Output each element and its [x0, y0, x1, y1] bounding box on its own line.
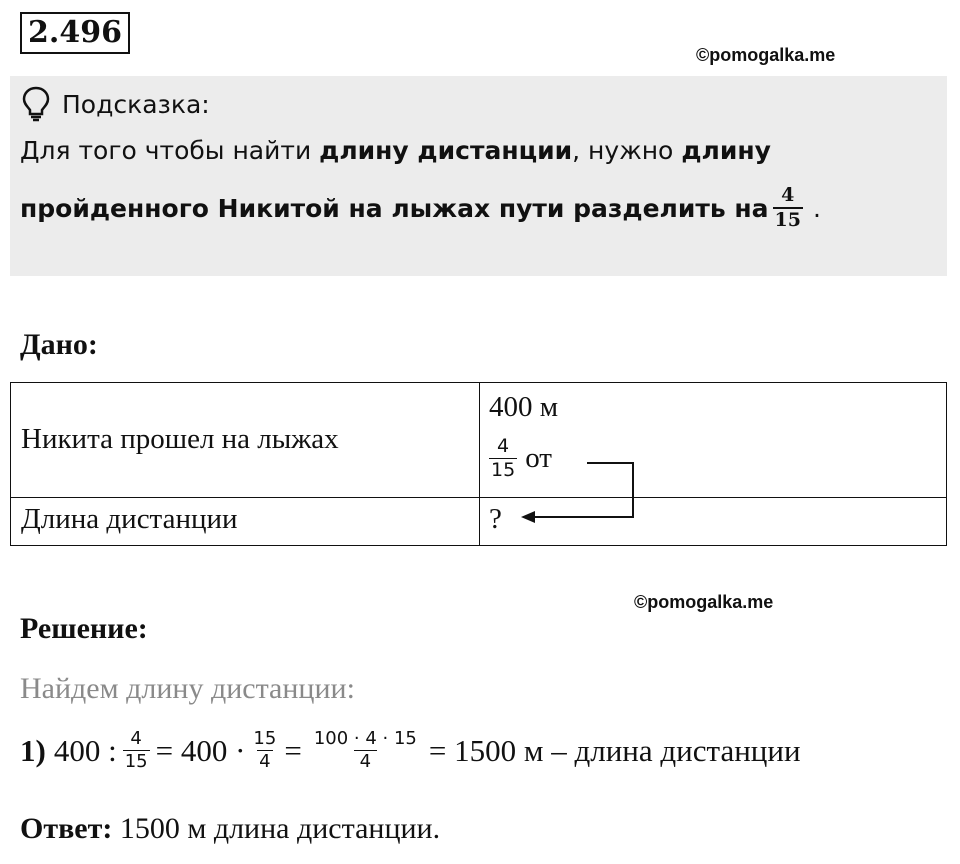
expr-part: =: [284, 732, 302, 768]
fraction-denominator: 4: [354, 750, 377, 771]
problem-number: 2.496: [20, 12, 130, 54]
given-label: Дано:: [20, 328, 98, 361]
watermark: ©pomogalka.me: [696, 45, 836, 65]
hint-bold: длину дистанции: [319, 136, 573, 165]
fraction-numerator: 100 · 4 · 15: [313, 728, 417, 749]
fraction-denominator: 15: [124, 751, 148, 772]
hint-box: [10, 76, 947, 276]
hint-fraction: [773, 186, 803, 230]
given-row-value: 400 м: [489, 391, 559, 423]
expr-fraction: [123, 730, 150, 771]
solution-step-1: [20, 730, 801, 771]
step-number: 1): [20, 732, 46, 768]
fraction-suffix: от: [525, 442, 552, 474]
fraction-numerator: 4: [130, 728, 142, 749]
hint-period: .: [812, 193, 821, 223]
solution-intro: Найдем длину дистанции:: [20, 672, 355, 705]
fraction-denominator: 15: [491, 459, 516, 481]
expr-part: = 1500 м – длина дистанции: [428, 732, 801, 768]
fraction-numerator: 15: [253, 728, 277, 749]
hint-line-1: [20, 136, 771, 165]
hint-bold: длину: [681, 136, 771, 165]
solution-label: Решение:: [20, 612, 148, 645]
hint-text: , нужно: [572, 136, 682, 165]
fraction-numerator: 4: [497, 435, 510, 457]
fraction-denominator: 4: [259, 751, 271, 772]
fraction-numerator: 4: [781, 184, 795, 206]
answer-text: 1500 м длина дистанции.: [112, 812, 441, 845]
given-table: [10, 382, 947, 546]
answer: [20, 812, 440, 846]
watermark: ©pomogalka.me: [634, 592, 774, 612]
fraction-denominator: 15: [774, 209, 801, 231]
answer-label: Ответ:: [20, 812, 113, 845]
given-row-label: Никита прошел на лыжах: [21, 423, 339, 455]
expr-part: = 400 ·: [155, 732, 246, 768]
hint-title-text: Подсказка:: [62, 89, 210, 119]
expr-fraction: [308, 730, 423, 771]
hint-bold: пройденного Никитой на лыжах пути разделить на: [20, 193, 769, 223]
expr-fraction: [251, 730, 278, 771]
hint-title: [22, 86, 210, 122]
reference-arrow: [11, 383, 948, 547]
hint-line-2: [20, 186, 821, 230]
given-row-label: Длина дистанции: [21, 503, 238, 535]
hint-text: Для того чтобы найти: [20, 136, 320, 165]
lightbulb-icon: [22, 86, 50, 122]
expr-part: 400 :: [53, 732, 117, 768]
given-row-value: ?: [489, 503, 502, 535]
